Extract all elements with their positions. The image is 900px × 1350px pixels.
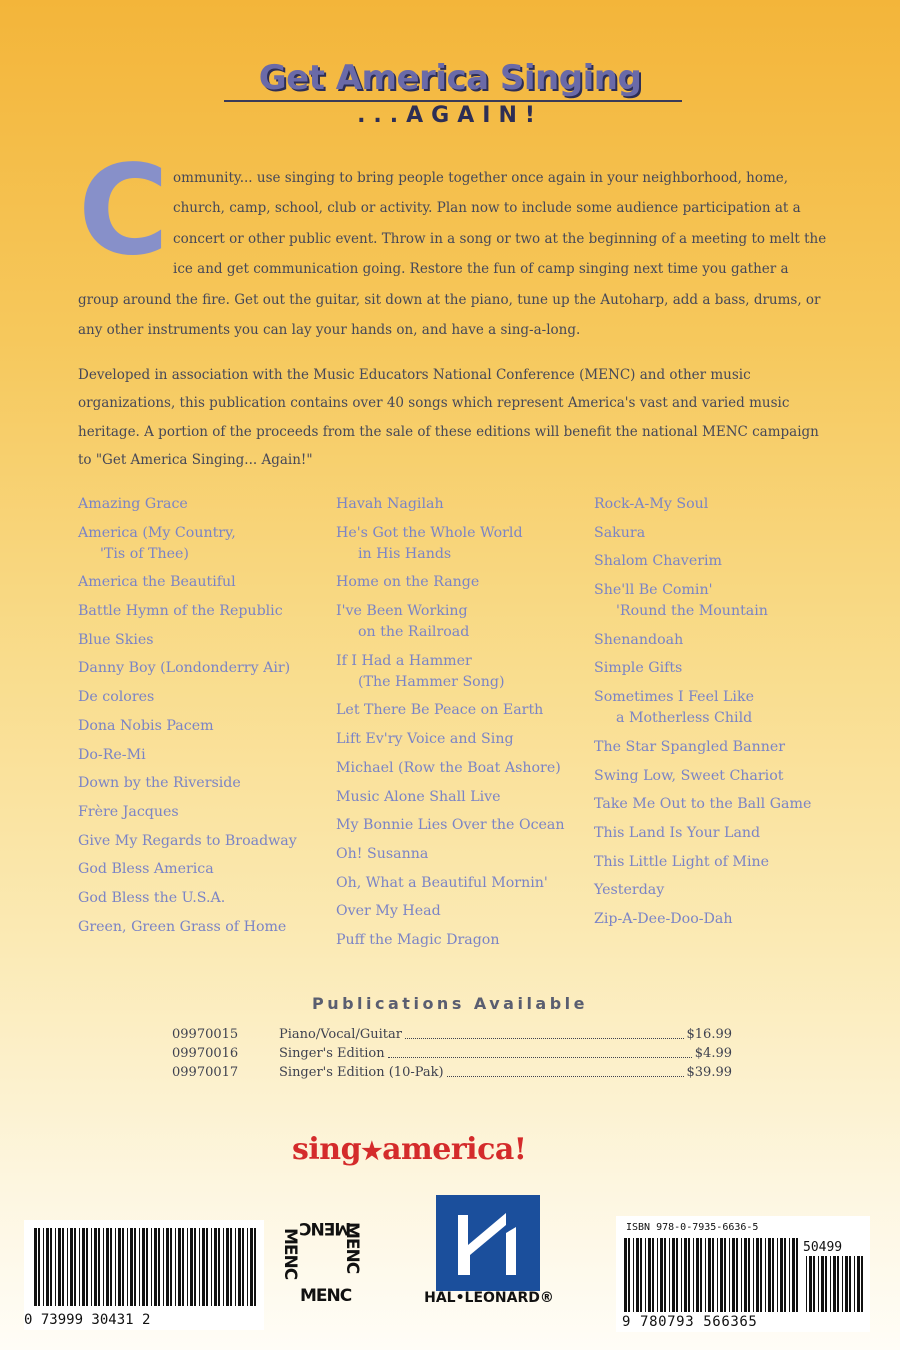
song-title — [336, 729, 586, 750]
song-title — [336, 901, 586, 922]
barcode-bar — [118, 1228, 121, 1306]
song-title-line: America (My Country, — [78, 524, 236, 541]
barcode-bar — [86, 1228, 88, 1306]
song-title-line: Green, Green Grass of Home — [78, 918, 287, 935]
song-title — [336, 572, 586, 593]
barcode-bar — [640, 1238, 642, 1312]
barcode-bar — [70, 1228, 73, 1306]
barcode-bar — [238, 1228, 241, 1306]
barcode-bar — [712, 1238, 714, 1312]
barcode-bar — [688, 1238, 690, 1312]
barcode-bar — [178, 1228, 181, 1306]
song-title — [78, 572, 328, 593]
barcode-bar — [753, 1238, 754, 1312]
barcode-bar — [777, 1238, 778, 1312]
barcode-bar — [657, 1238, 658, 1312]
song-title-line: America the Beautiful — [78, 574, 236, 591]
upc-number: 0 73999 30431 2 — [24, 1312, 151, 1328]
hal-leonard-h-icon — [436, 1195, 540, 1291]
song-title — [78, 630, 328, 651]
publication-title: Singer's Edition (10-Pak) — [279, 1065, 444, 1080]
barcode-bar — [146, 1228, 148, 1306]
song-title — [594, 551, 854, 572]
barcode-bar — [760, 1238, 762, 1312]
song-title-line: Give My Regards to Broadway — [78, 832, 297, 849]
song-title — [78, 917, 328, 938]
barcode-bar — [845, 1256, 848, 1312]
song-title-continuation: (The Hammer Song) — [358, 673, 505, 690]
barcode-bar — [748, 1238, 750, 1312]
barcode-bar — [154, 1228, 157, 1306]
barcode-bar — [94, 1228, 97, 1306]
barcode-bar — [830, 1256, 831, 1312]
song-title — [594, 766, 854, 787]
barcode-bar — [648, 1238, 651, 1312]
song-title-line: My Bonnie Lies Over the Ocean — [336, 817, 565, 834]
hal-leonard-wordmark: HAL•LEONARD® — [424, 1290, 554, 1306]
song-title — [78, 831, 328, 852]
barcode-bar — [700, 1238, 702, 1312]
book-subtitle: ...AGAIN! — [357, 103, 543, 128]
menc-logo — [278, 1218, 362, 1308]
song-title — [78, 658, 328, 679]
barcode-bar — [684, 1238, 687, 1312]
publication-row — [172, 1025, 732, 1044]
song-title — [336, 930, 586, 951]
intro-paragraph — [78, 139, 828, 345]
song-title — [78, 859, 328, 880]
song-title-line: Shalom Chaverim — [594, 553, 722, 570]
barcode-bar — [218, 1228, 220, 1306]
barcode-bar — [825, 1256, 827, 1312]
barcode-bar — [50, 1228, 52, 1306]
barcode-bar — [821, 1256, 824, 1312]
isbn-label: ISBN 978-0-7935-6636-5 — [626, 1222, 759, 1233]
song-title — [336, 700, 586, 721]
barcode-bar — [705, 1238, 706, 1312]
barcode-bar — [58, 1228, 61, 1306]
star-icon: ★ — [361, 1136, 383, 1165]
barcode-bar — [664, 1238, 666, 1312]
song-title-line: Rock-A-My Soul — [594, 496, 709, 512]
song-title — [336, 787, 586, 808]
barcode-bar — [861, 1256, 863, 1312]
song-title — [594, 880, 854, 901]
publication-price: $4.99 — [694, 1046, 732, 1061]
song-title-continuation: a Motherless Child — [616, 710, 753, 727]
barcode-bar — [242, 1228, 244, 1306]
song-title — [78, 687, 328, 708]
song-title — [336, 494, 586, 515]
song-title — [336, 844, 586, 865]
upc-barcode-bars — [24, 1220, 264, 1308]
barcode-bar — [696, 1238, 699, 1312]
song-title — [594, 909, 854, 930]
title-underline — [224, 100, 682, 102]
barcode-bar — [724, 1238, 726, 1312]
song-title-line: Amazing Grace — [78, 496, 188, 512]
barcode-bar — [708, 1238, 711, 1312]
barcode-bar — [166, 1228, 169, 1306]
publication-row — [172, 1063, 732, 1082]
barcode-bar — [765, 1238, 766, 1312]
song-title-line: God Bless the U.S.A. — [78, 889, 226, 906]
song-title-line: If I Had a Hammer — [336, 652, 472, 669]
song-title-continuation: in His Hands — [358, 545, 452, 562]
publication-title: Piano/Vocal/Guitar — [279, 1027, 402, 1042]
barcode-bar — [780, 1238, 783, 1312]
song-title — [594, 523, 854, 544]
song-title — [78, 494, 328, 515]
song-title-line: She'll Be Comin' — [594, 582, 713, 599]
song-title-line: Dona Nobis Pacem — [78, 717, 214, 734]
barcode-bar — [813, 1256, 815, 1312]
barcode-bar — [194, 1228, 196, 1306]
barcode-bar — [854, 1256, 855, 1312]
barcode-bar — [127, 1228, 128, 1306]
leader-dots — [405, 1025, 684, 1039]
song-title — [336, 758, 586, 779]
song-title-line: Music Alone Shall Live — [336, 788, 501, 805]
barcode-bar — [676, 1238, 678, 1312]
barcode-bar — [772, 1238, 774, 1312]
song-title-continuation: 'Tis of Thee) — [100, 545, 189, 562]
song-title-line: Yesterday — [594, 882, 665, 899]
publication-code: 09970016 — [172, 1046, 239, 1061]
song-title — [336, 523, 586, 565]
barcode-bar — [223, 1228, 224, 1306]
barcode-bar — [115, 1228, 116, 1306]
song-title — [78, 523, 328, 565]
barcode-bar — [134, 1228, 136, 1306]
song-title — [594, 580, 854, 622]
barcode-bar — [837, 1256, 839, 1312]
song-title-line: Danny Boy (Londonderry Air) — [78, 660, 291, 677]
song-title — [336, 651, 586, 693]
barcode-bar — [857, 1256, 860, 1312]
association-paragraph: Developed in association with the Music Educators National Conference (MENC) and other music organizations, this publication contains over 40 songs which represent America's vast and varied music heritage. A portion of the proceeds from the sale of these editions will benefit the national MENC campaign to "Get America Singing... Again!" — [78, 367, 819, 469]
song-list-column-1 — [78, 494, 328, 945]
song-title — [594, 494, 854, 515]
song-title-line: Oh, What a Beautiful Mornin' — [336, 874, 548, 891]
barcode-bar — [142, 1228, 145, 1306]
song-title-line: Down by the Riverside — [78, 775, 241, 792]
song-title-continuation: 'Round the Mountain — [616, 603, 768, 620]
sing-america-logo — [292, 1132, 526, 1167]
barcode-bar — [91, 1228, 92, 1306]
song-title — [78, 601, 328, 622]
barcode-bar — [849, 1256, 851, 1312]
song-title-line: Sakura — [594, 524, 646, 541]
barcode-bar — [672, 1238, 675, 1312]
song-title — [336, 601, 586, 643]
song-title-line: Zip-A-Dee-Doo-Dah — [594, 910, 733, 927]
sing-america-logo-part2: america! — [382, 1132, 527, 1167]
publication-row — [172, 1044, 732, 1063]
publications-list — [172, 1025, 732, 1082]
barcode-bar — [235, 1228, 236, 1306]
barcode-bar — [741, 1238, 742, 1312]
barcode-bar — [170, 1228, 172, 1306]
barcode-bar — [744, 1238, 747, 1312]
barcode-bar — [842, 1256, 843, 1312]
barcode-bar — [756, 1238, 759, 1312]
barcode-bar — [732, 1238, 735, 1312]
barcode-bar — [122, 1228, 124, 1306]
barcode-bar — [729, 1238, 730, 1312]
barcode-bar — [789, 1238, 790, 1312]
barcode-bar — [206, 1228, 208, 1306]
song-title — [594, 658, 854, 679]
song-list-column-3 — [594, 494, 854, 938]
barcode-bar — [74, 1228, 76, 1306]
isbn-barcode — [616, 1216, 870, 1332]
barcode-bar — [151, 1228, 152, 1306]
barcode-bar — [717, 1238, 718, 1312]
song-title — [78, 745, 328, 766]
barcode-bar — [792, 1238, 795, 1312]
ean-number: 9 780793 566365 — [622, 1314, 758, 1330]
barcode-bar — [110, 1228, 112, 1306]
publication-code: 09970015 — [172, 1027, 239, 1042]
barcode-bar — [796, 1238, 798, 1312]
barcode-bar — [38, 1228, 40, 1306]
song-title-line: Havah Nagilah — [336, 496, 444, 512]
song-title-line: Let There Be Peace on Earth — [336, 702, 544, 719]
song-title-line: Shenandoah — [594, 631, 684, 648]
barcode-bar — [818, 1256, 819, 1312]
song-title-line: De colores — [78, 689, 155, 706]
barcode-bar — [55, 1228, 56, 1306]
song-title — [336, 815, 586, 836]
barcode-bar — [806, 1256, 807, 1312]
song-title-line: Over My Head — [336, 903, 441, 920]
barcode-bar — [660, 1238, 663, 1312]
upc-barcode — [24, 1220, 264, 1330]
song-title-line: Blue Skies — [78, 631, 154, 648]
barcode-bar — [833, 1256, 836, 1312]
drop-cap: C — [78, 139, 170, 283]
barcode-bar — [46, 1228, 49, 1306]
song-title — [336, 873, 586, 894]
song-title-line: Lift Ev'ry Voice and Sing — [336, 731, 514, 748]
barcode-bar — [693, 1238, 694, 1312]
barcode-bar — [182, 1228, 184, 1306]
song-title-line: God Bless America — [78, 861, 214, 878]
menc-logo-text-2: MENC — [300, 1218, 352, 1238]
barcode-bar — [214, 1228, 217, 1306]
barcode-bar — [254, 1228, 256, 1306]
song-title-line: Frère Jacques — [78, 803, 179, 820]
barcode-bar — [250, 1228, 253, 1306]
barcode-bar — [79, 1228, 80, 1306]
book-title: Get America Singing — [258, 58, 642, 98]
song-title-line: Battle Hymn of the Republic — [78, 603, 283, 620]
song-title — [78, 773, 328, 794]
song-title — [78, 802, 328, 823]
barcode-bar — [720, 1238, 723, 1312]
barcode-bar — [158, 1228, 160, 1306]
song-title — [594, 852, 854, 873]
song-title-line: He's Got the Whole World — [336, 524, 523, 541]
barcode-bar — [106, 1228, 109, 1306]
publication-code: 09970017 — [172, 1065, 239, 1080]
song-title-line: Do-Re-Mi — [78, 746, 146, 763]
publications-heading: Publications Available — [311, 994, 589, 1013]
song-title-line: Take Me Out to the Ball Game — [594, 796, 812, 813]
publication-price: $16.99 — [686, 1027, 732, 1042]
song-title-line: Sometimes I Feel Like — [594, 689, 754, 706]
barcode-bar — [681, 1238, 682, 1312]
menc-logo-text-1: MENC — [280, 1228, 300, 1280]
sing-america-logo-part1: sing — [292, 1132, 362, 1167]
barcode-bar — [43, 1228, 44, 1306]
song-title-line: Swing Low, Sweet Chariot — [594, 767, 784, 784]
leader-dots — [447, 1063, 684, 1077]
song-title — [594, 794, 854, 815]
barcode-bar — [628, 1238, 630, 1312]
barcode-bar — [230, 1228, 232, 1306]
song-title-line: I've Been Working — [336, 603, 468, 620]
barcode-bar — [187, 1228, 188, 1306]
song-title-line: Puff the Magic Dragon — [336, 931, 500, 948]
publication-title: Singer's Edition — [279, 1046, 385, 1061]
barcode-bar — [98, 1228, 100, 1306]
intro-text: ommunity... use singing to bring people together once again in your neighborhood, home, church, camp, school, club or activity. Plan now to include some audience participation at a concert or other public event. Throw in a song or two at the beginning of a meeting to melt the ice and get communication going. Restore the fun of camp singing next time you gather a group around the fire. Get out the guitar, sit down at the piano, tune up the Autoharp, add a bass, drums, or any other instruments you can lay your hands on, and have a sing-a-long. — [78, 170, 827, 339]
barcode-bar — [82, 1228, 85, 1306]
song-title-continuation: on the Railroad — [358, 624, 470, 641]
song-title — [594, 630, 854, 651]
barcode-bar — [202, 1228, 205, 1306]
song-title — [78, 716, 328, 737]
barcode-bar — [34, 1228, 37, 1306]
song-list-column-2 — [336, 494, 586, 959]
barcode-bar — [190, 1228, 193, 1306]
barcode-bar — [175, 1228, 176, 1306]
song-title-line: This Land Is Your Land — [594, 824, 761, 841]
menc-logo-text-3: MENC — [342, 1222, 362, 1274]
price-addon-number: 50499 — [803, 1240, 843, 1255]
barcode-bar — [211, 1228, 212, 1306]
barcode-bar — [103, 1228, 104, 1306]
barcode-bar — [809, 1256, 812, 1312]
song-title-line: This Little Light of Mine — [594, 853, 770, 870]
menc-logo-text-4: MENC — [300, 1286, 352, 1306]
barcode-bar — [247, 1228, 248, 1306]
song-title — [594, 737, 854, 758]
barcode-bar — [67, 1228, 68, 1306]
barcode-bar — [139, 1228, 140, 1306]
leader-dots — [388, 1044, 692, 1058]
barcode-bar — [624, 1238, 627, 1312]
barcode-bar — [633, 1238, 634, 1312]
publication-price: $39.99 — [686, 1065, 732, 1080]
barcode-bar — [163, 1228, 164, 1306]
barcode-bar — [199, 1228, 200, 1306]
barcode-bar — [652, 1238, 654, 1312]
barcode-bar — [636, 1238, 639, 1312]
barcode-bar — [736, 1238, 738, 1312]
hal-leonard-logo-mark — [436, 1195, 540, 1291]
song-title — [594, 823, 854, 844]
song-title — [594, 687, 854, 729]
barcode-bar — [669, 1238, 670, 1312]
song-title-line: Home on the Range — [336, 574, 480, 591]
song-title-line: Oh! Susanna — [336, 845, 429, 862]
barcode-bar — [62, 1228, 64, 1306]
barcode-bar — [645, 1238, 646, 1312]
song-title-line: The Star Spangled Banner — [594, 738, 786, 755]
song-title-line: Simple Gifts — [594, 660, 683, 677]
barcode-bar — [768, 1238, 771, 1312]
barcode-bar — [226, 1228, 229, 1306]
song-title — [78, 888, 328, 909]
barcode-bar — [130, 1228, 133, 1306]
barcode-bar — [784, 1238, 786, 1312]
song-title-line: Michael (Row the Boat Ashore) — [336, 759, 561, 776]
